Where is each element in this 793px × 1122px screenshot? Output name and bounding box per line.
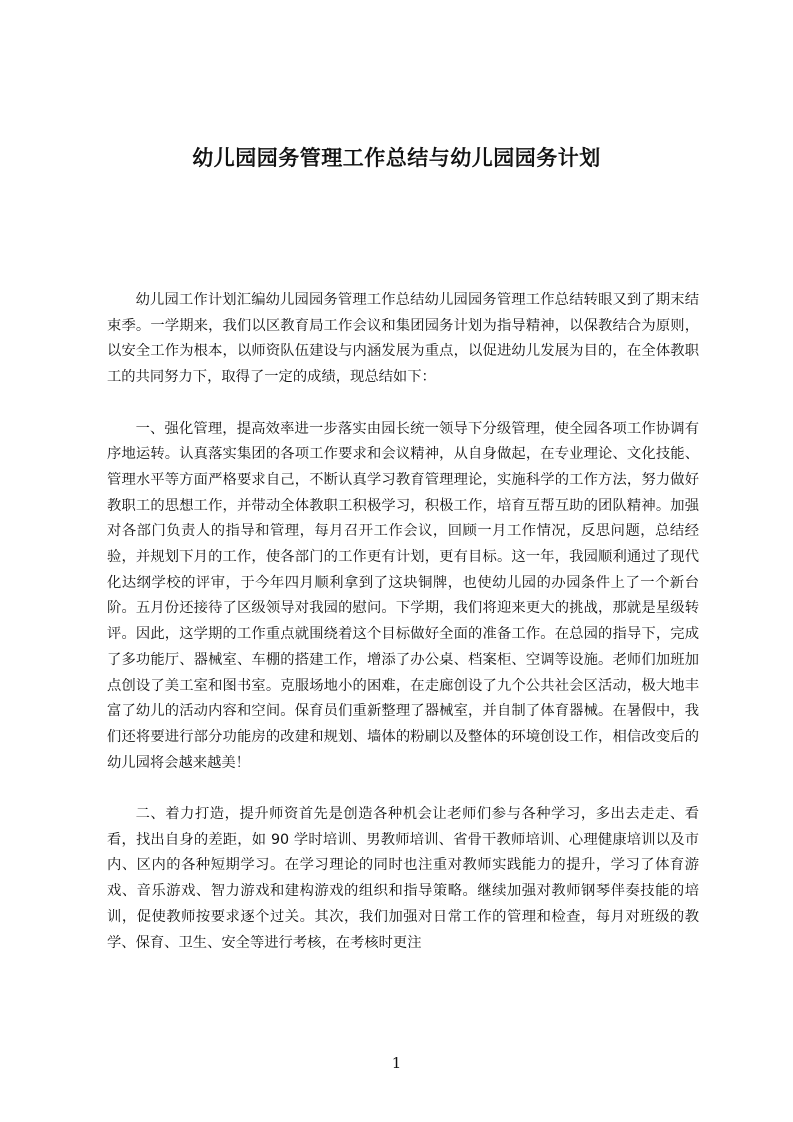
document-body bbox=[107, 288, 699, 982]
page-number: 1 bbox=[391, 1054, 402, 1072]
paragraph-section-1: 一、强化管理，提高效率进一步落实由园长统一领导下分级管理，使全园各项工作协调有序地运转。认真落实集团的各项工作要求和会议精神，从自身做起，在专业理论、文化技能、管理水平等方面严格要求自己，不断认真学习教育管理理论，实施科学的工作方法，努力做好教职工的思想工作，并带动全体教职工积极学习，积极工作，培育互帮互助的团队精神。加强对各部门负责人的指导和管理，每月召开工作会议，回顾一月工作情况，反思问题，总结经验，并规划下月的工作，使各部门的工作更有计划，更有目标。这一年，我园顺利通过了现代化达纲学校的评审，于今年四月顺利拿到了这块铜牌，也使幼儿园的办园条件上了一个新台阶。五月份还接待了区级领导对我园的慰问。下学期，我们将迎来更大的挑战，那就是星级转评。因此，这学期的工作重点就围绕着这个目标做好全面的准备工作。在总园的指导下，完成了多功能厅、器械室、车棚的搭建工作，增添了办公桌、档案柜、空调等设施。老师们加班加点创设了美工室和图书室。克服场地小的困难，在走廊创设了九个公共社会区活动，极大地丰富了幼儿的活动内容和空间。保育员们重新整理了器械室，并自制了体育器械。在暑假中，我们还将要进行部分功能房的改建和规划、墙体的粉刷以及整体的环境创设工作，相信改变后的幼儿园将会越来越美！ bbox=[107, 420, 699, 771]
paragraph-section-2: 二、着力打造，提升师资首先是创造各种机会让老师们参与各种学习，多出去走走、看看，找出自身的差距，如 90 学时培训、男教师培训、省骨干教师培训、心理健康培训以及市内、区内的各种短期学习。在学习理论的同时也注重对教师实践能力的提升，学习了体育游戏、音乐游戏、智力游戏和建构游戏的组织和指导策略。继续加强对教师钢琴伴奏技能的培训，促使教师按要求逐个过关。其次，我们加强对日常工作的管理和检查，每月对班级的教学、保育、卫生、安全等进行考核，在考核时更注 bbox=[107, 806, 699, 951]
document-title: 幼儿园园务管理工作总结与幼儿园园务计划 bbox=[192, 146, 601, 170]
paragraph-intro: 幼儿园工作计划汇编幼儿园园务管理工作总结幼儿园园务管理工作总结转眼又到了期末结束季。一学期来，我们以区教育局工作会议和集团园务计划为指导精神，以保教结合为原则，以安全工作为根本，以师资队伍建设与内涵发展为重点，以促进幼儿发展为目的，在全体教职工的共同努力下，取得了一定的成绩，现总结如下： bbox=[107, 292, 699, 386]
